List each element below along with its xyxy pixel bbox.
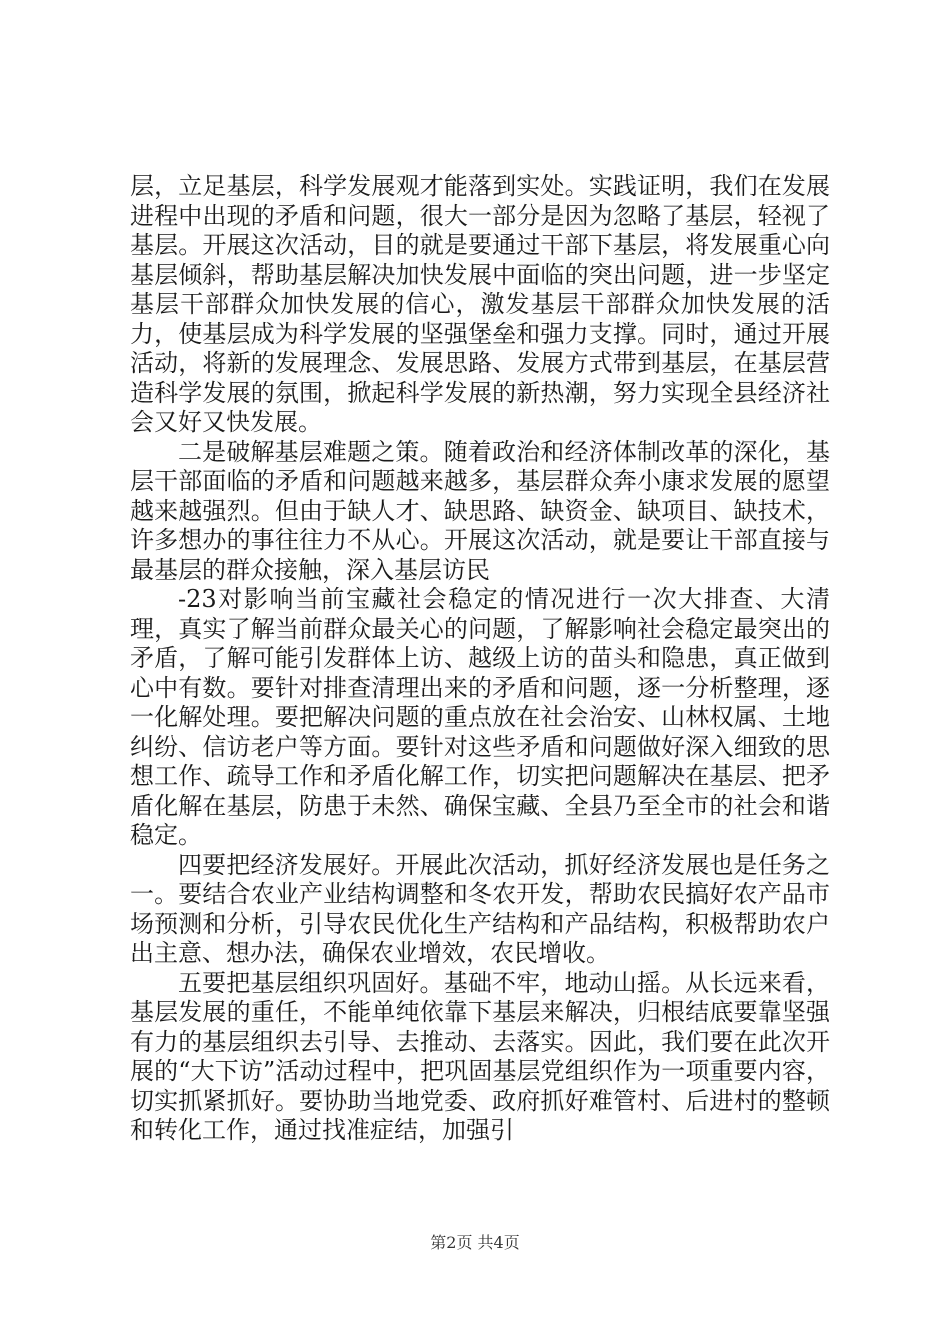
page-number-footer: 第2页 共4页: [430, 1233, 520, 1252]
paragraph-2: 二是破解基层难题之策。随着政治和经济体制改革的深化，基层干部面临的矛盾和问题越来越多，基层群众奔小康求发展的愿望越来越强烈。但由于缺人才、缺思路、缺资金、缺项目、缺技术，许多想办的事往往力不从心。开展这次活动，就是要让干部直接与最基层的群众接触，深入基层访民: [130, 437, 830, 584]
body-text: [130, 172, 830, 1146]
paragraph-1: 层，立足基层，科学发展观才能落到实处。实践证明，我们在发展进程中出现的矛盾和问题，很大一部分是因为忽略了基层，轻视了基层。开展这次活动，目的就是要通过干部下基层，将发展重心向基层倾斜，帮助基层解决加快发展中面临的突出问题，进一步坚定基层干部群众加快发展的信心，激发基层干部群众加快发展的活力，使基层成为科学发展的坚强堡垒和强力支撑。同时，通过开展活动，将新的发展理念、发展思路、发展方式带到基层，在基层营造科学发展的氛围，掀起科学发展的新热潮，努力实现全县经济社会又好又快发展。: [130, 172, 830, 436]
paragraph-5: 五要把基层组织巩固好。基础不牢，地动山摇。从长远来看，基层发展的重任，不能单纯依靠下基层来解决，归根结底要靠坚强有力的基层组织去引导、去推动、去落实。因此，我们要在此次开展的“大下访”活动过程中，把巩固基层党组织作为一项重要内容，切实抓紧抓好。要协助当地党委、政府抓好难管村、后进村的整顿和转化工作，通过找准症结，加强引: [130, 968, 830, 1144]
paragraph-3: -23对影响当前宝藏社会稳定的情况进行一次大排查、大清理，真实了解当前群众最关心的问题，了解影响社会稳定最突出的矛盾，了解可能引发群体上访、越级上访的苗头和隐患，真正做到心中有数。要针对排查清理出来的矛盾和问题，逐一分析整理，逐一化解处理。要把解决问题的重点放在社会治安、山林权属、土地纠纷、信访老户等方面。要针对这些矛盾和问题做好深入细致的思想工作、疏导工作和矛盾化解工作，切实把问题解决在基层、把矛盾化解在基层，防患于未然、确保宝藏、全县乃至全市的社会和谐稳定。: [130, 585, 830, 849]
paragraph-4: 四要把经济发展好。开展此次活动，抓好经济发展也是任务之一。要结合农业产业结构调整和冬农开发，帮助农民搞好农产品市场预测和分析，引导农民优化生产结构和产品结构，积极帮助农户出主意、想办法，确保农业增效，农民增收。: [130, 850, 830, 967]
